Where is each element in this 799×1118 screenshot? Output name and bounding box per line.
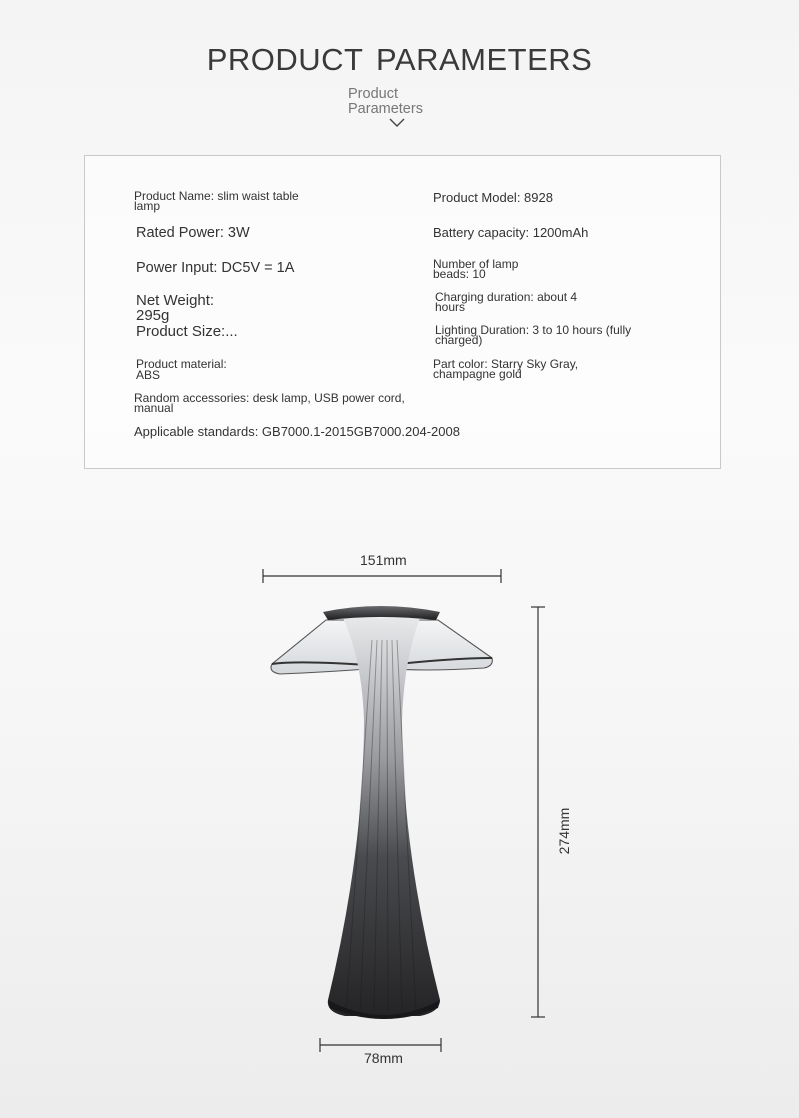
param-product-model: Product Model: 8928 [433, 190, 553, 205]
width-top-label: 151mm [360, 552, 407, 568]
page-title: PRODUCT PARAMETERS [206, 42, 593, 77]
height-dimension [531, 607, 545, 1017]
lamp-body [328, 618, 440, 1019]
param-charging-duration: Charging duration: about 4 hours [435, 290, 578, 314]
param-accessories: Random accessories: desk lamp, USB power cord, manual [134, 391, 405, 415]
param-material-value: ABS [136, 368, 161, 382]
param-lamp-beads: Number of lamp beads: 10 [433, 257, 519, 281]
param-net-weight-label: Net Weight: [136, 292, 215, 309]
param-lighting-duration: Lighting Duration: 3 to 10 hours (fully charged) [435, 323, 632, 347]
param-net-weight-value: 295g [136, 307, 170, 324]
param-material-label: Product material: [136, 357, 227, 371]
width-base-label: 78mm [364, 1050, 403, 1066]
width-top-dimension [263, 569, 501, 583]
param-battery-capacity: Battery capacity: 1200mAh [433, 225, 589, 240]
param-rated-power: Rated Power: 3W [136, 225, 250, 241]
height-label: 274mm [556, 807, 572, 855]
subtitle-line-1: Product [348, 86, 398, 102]
param-standards: Applicable standards: GB7000.1-2015GB7000.204-2008 [134, 424, 460, 439]
lamp-top-cap [323, 606, 440, 620]
subtitle-line-2: Parameters [348, 101, 423, 117]
param-part-color: Part color: Starry Sky Gray, champagne gold [433, 357, 579, 381]
param-product-size: Product Size:... [136, 323, 238, 340]
param-product-name: Product Name: slim waist table lamp [134, 189, 299, 213]
param-power-input: Power Input: DC5V = 1A [136, 260, 295, 276]
